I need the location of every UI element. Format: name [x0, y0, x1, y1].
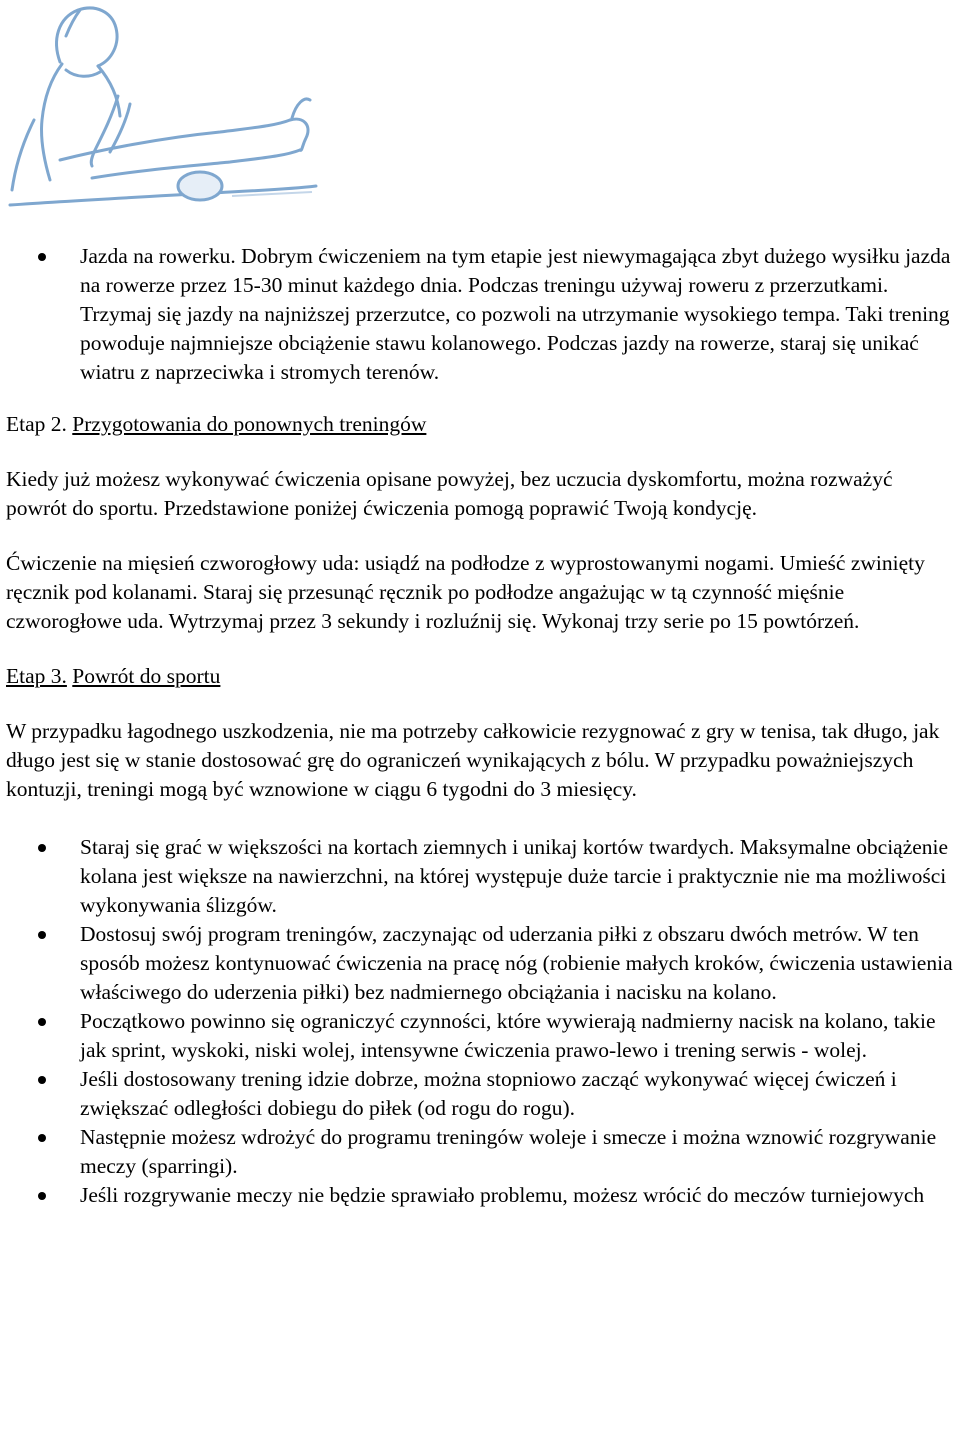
- stage3-title: Powrót do sportu: [72, 664, 221, 688]
- list-item-text: Następnie możesz wdrożyć do programu treningów woleje i smecze i można wznowić rozgrywanie meczy (sparringi).: [80, 1125, 937, 1178]
- list-item: [6, 833, 956, 920]
- stage2-label: Etap 2.: [6, 412, 67, 436]
- bullet-icon: [38, 1134, 46, 1142]
- bullet-icon: [38, 1018, 46, 1026]
- exercise-illustration: [0, 0, 320, 215]
- list-item: [6, 1065, 956, 1123]
- list-item: [6, 1181, 956, 1210]
- stage3-heading: [6, 662, 956, 691]
- list-item: [6, 242, 956, 387]
- stage3-label: Etap 3.: [6, 664, 67, 688]
- stage2-heading: [6, 410, 956, 439]
- list-item: [6, 1007, 956, 1065]
- bullet-icon: [38, 1076, 46, 1084]
- list-item-text: Początkowo powinno się ograniczyć czynności, które wywierają nadmierny nacisk na kolano, takie jak sprint, wyskoki, niski wolej, intensywne ćwiczenia prawo-lewo i trening serwis - wolej.: [80, 1009, 936, 1062]
- stage2-paragraph-1: Kiedy już możesz wykonywać ćwiczenia opisane powyżej, bez uczucia dyskomfortu, można rozważyć powrót do sportu. Przedstawione poniżej ćwiczenia pomogą poprawić Twoją kondycję.: [6, 467, 893, 520]
- document-body: [6, 242, 956, 1210]
- stage3-paragraph: W przypadku łagodnego uszkodzenia, nie ma potrzeby całkowicie rezygnować z gry w tenisa, tak długo, jak długo jest się w stanie dostosować grę do ograniczeń wynikających z bólu. W przypadku poważniejszych kontuzji, treningi mogą być wznowione w ciągu 6 tygodni do 3 miesięcy.: [6, 719, 940, 801]
- list-item-text: Jazda na rowerku. Dobrym ćwiczeniem na tym etapie jest niewymagająca zbyt dużego wysiłku jazda na rowerze przez 15-30 minut każdego dnia. Podczas treningu używaj roweru z przerzutkami. Trzymaj się jazdy na najniższej przerzutce, co pozwoli na utrzymanie wysokiego tempa. Taki trening powoduje najmniejsze obciążenie stawu kolanowego. Podczas jazdy na rowerze, staraj się unikać wiatru z naprzeciwka i stromych terenów.: [80, 244, 951, 384]
- stage2-paragraph-2: Ćwiczenie na mięsień czworogłowy uda: usiądź na podłodze z wyprostowanymi nogami. Umieść zwinięty ręcznik pod kolanami. Staraj się przesunąć ręcznik po podłodze angażując w tą czynność mięśnie czworogłowe uda. Wytrzymaj przez 3 sekundy i rozluźnij się. Wykonaj trzy serie po 15 powtórzeń.: [6, 551, 925, 633]
- bullet-icon: [38, 1192, 46, 1200]
- towel-roll: [178, 172, 222, 200]
- list-item: [6, 920, 956, 1007]
- list-item-text: Jeśli rozgrywanie meczy nie będzie sprawiało problemu, możesz wrócić do meczów turniejowych: [80, 1183, 925, 1207]
- list-item: [6, 1123, 956, 1181]
- stage2-title: Przygotowania do ponownych treningów: [72, 412, 427, 436]
- return-to-sport-list: [6, 833, 956, 1210]
- list-item-text: Staraj się grać w większości na kortach ziemnych i unikaj kortów twardych. Maksymalne obciążenie kolana jest większe na nawierzchni, na której występuje duże tarcie i praktycznie nie ma możliwości wykonywania ślizgów.: [80, 835, 949, 917]
- bullet-icon: [38, 931, 46, 939]
- cycling-list: [6, 242, 956, 387]
- bullet-icon: [38, 844, 46, 852]
- list-item-text: Dostosuj swój program treningów, zaczynając od uderzania piłki z obszaru dwóch metrów. W ten sposób możesz kontynuować ćwiczenia na pracę nóg (robienie małych kroków, ćwiczenia ustawienia właściwego do uderzenia piłki) bez nadmiernego obciążania i nacisku na kolano.: [80, 922, 953, 1004]
- list-item-text: Jeśli dostosowany trening idzie dobrze, można stopniowo zacząć wykonywać więcej ćwiczeń i zwiększać odległości dobiegu do piłek (od rogu do rogu).: [80, 1067, 897, 1120]
- bullet-icon: [38, 253, 46, 261]
